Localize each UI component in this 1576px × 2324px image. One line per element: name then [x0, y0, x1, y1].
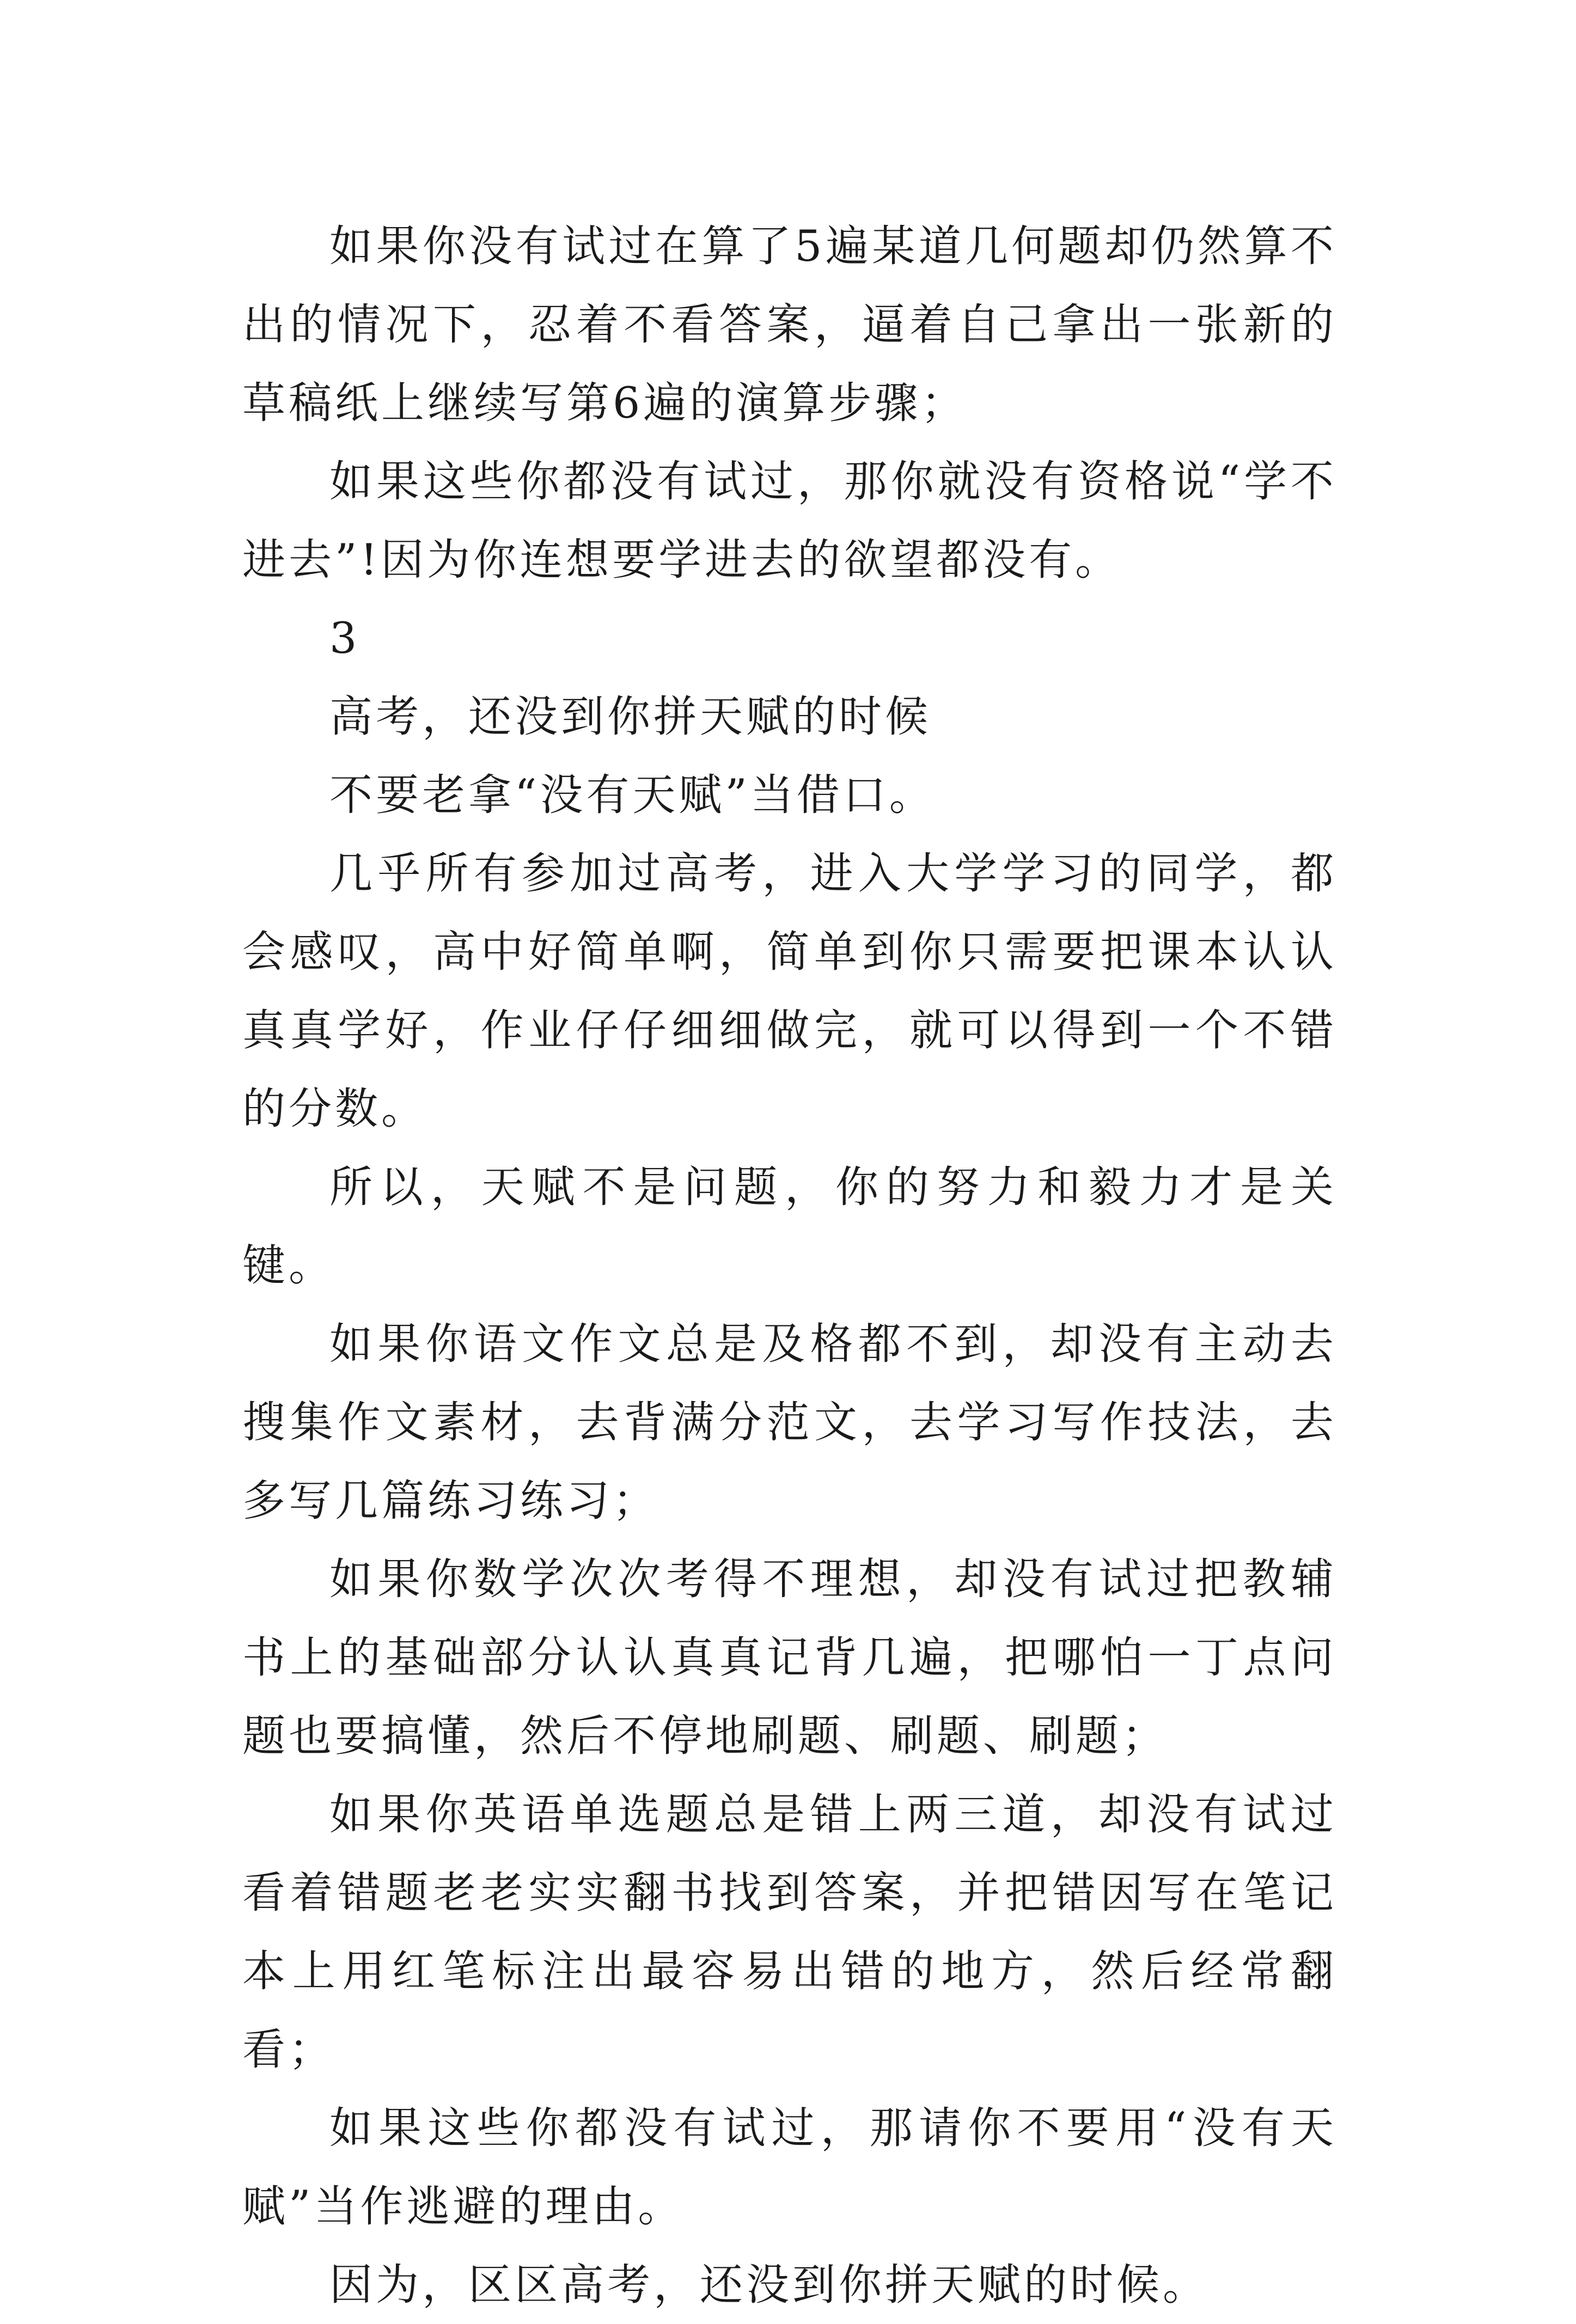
paragraph-8: 如果你英语单选题总是错上两三道，却没有试过看着错题老老实实翻书找到答案，并把错因写在笔记本上用红笔标注出最容易出错的地方，然后经常翻看；	[242, 1789, 1337, 2075]
section-number: 3	[329, 613, 361, 663]
paragraph-7: 如果你数学次次考得不理想，却没有试过把教辅书上的基础部分认认真真记背几遍，把哪怕一丁点问题也要搞懂，然后不停地刷题、刷题、刷题；	[242, 1554, 1337, 1761]
paragraph-3: 不要老拿“没有天赋”当借口。	[329, 770, 936, 820]
section-heading: 高考，还没到你拼天赋的时候	[329, 692, 931, 742]
document-body	[242, 207, 1337, 2324]
paragraph-10: 因为，区区高考，还没到你拼天赋的时候。	[329, 2260, 1209, 2310]
paragraph-5: 所以，天赋不是问题，你的努力和毅力才是关键。	[242, 1162, 1337, 1291]
paragraph-1: 如果你没有试过在算了5遍某道几何题却仍然算不出的情况下，忍着不看答案，逼着自己拿出一张新的草稿纸上继续写第6遍的演算步骤；	[242, 221, 1337, 428]
paragraph-2: 如果这些你都没有试过，那你就没有资格说“学不进去”!因为你连想要学进去的欲望都没有。	[242, 456, 1337, 585]
paragraph-6: 如果你语文作文总是及格都不到，却没有主动去搜集作文素材，去背满分范文，去学习写作技法，去多写几篇练习练习；	[242, 1319, 1337, 1526]
paragraph-9: 如果这些你都没有试过，那请你不要用“没有天赋”当作逃避的理由。	[242, 2103, 1337, 2231]
paragraph-4: 几乎所有参加过高考，进入大学学习的同学，都会感叹，高中好简单啊，简单到你只需要把课本认认真真学好，作业仔仔细细做完，就可以得到一个不错的分数。	[242, 848, 1337, 1134]
